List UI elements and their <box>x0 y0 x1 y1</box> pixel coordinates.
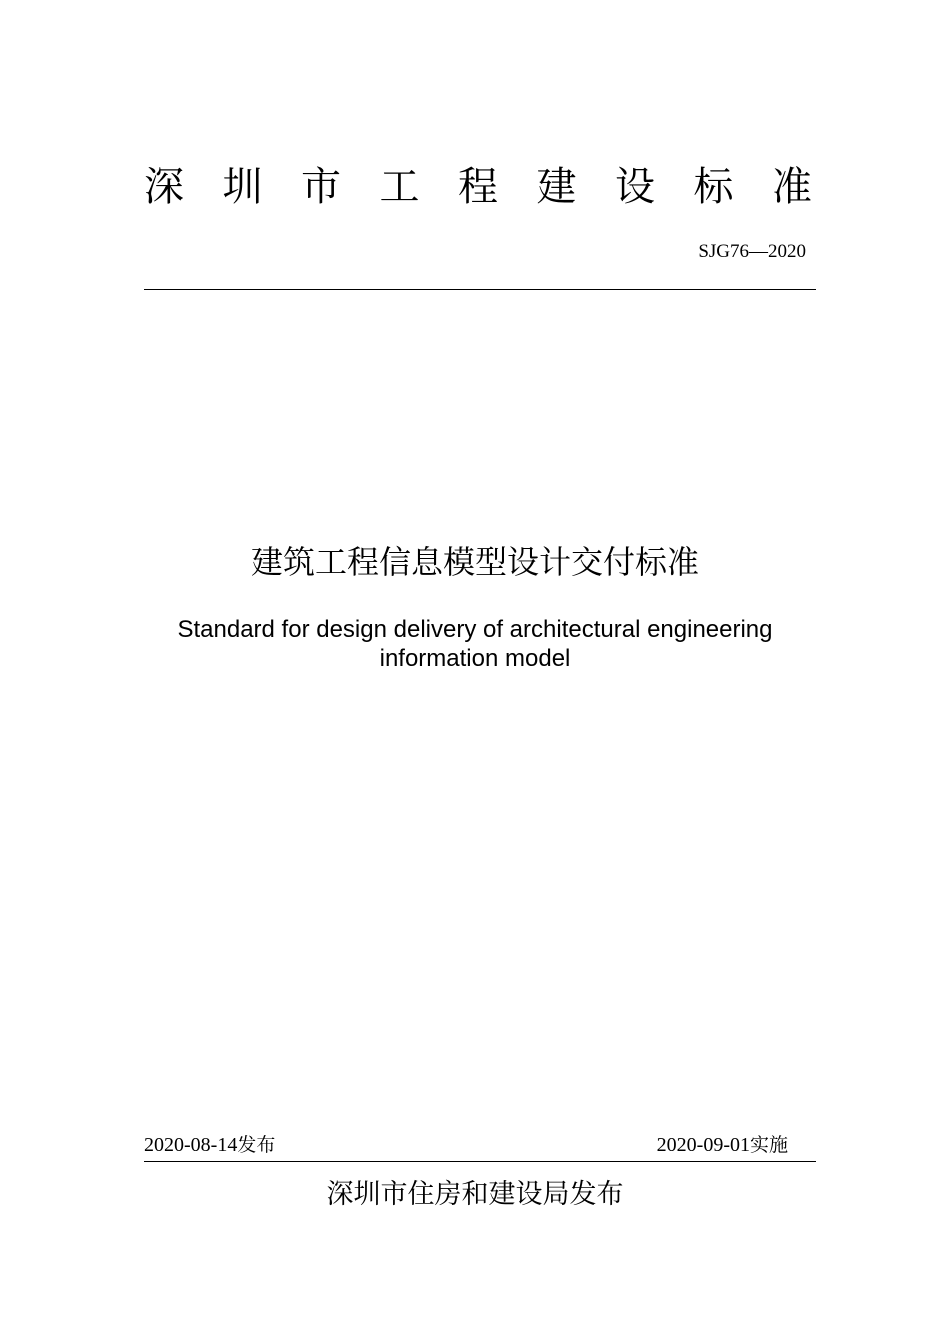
chinese-title: 建筑工程信息模型设计交付标准 <box>250 543 699 581</box>
issue-label: 发布 <box>237 1134 276 1156</box>
top-divider <box>144 289 816 290</box>
effective-date <box>657 1132 788 1158</box>
english-title-line-2: information model <box>379 645 571 672</box>
english-title <box>0 615 950 673</box>
english-title-line-1: Standard for design delivery of architectural engineering <box>177 616 773 643</box>
issue-date-value: 2020-08-14 <box>144 1134 238 1156</box>
effective-date-value: 2020-09-01 <box>656 1134 750 1156</box>
issue-date <box>144 1132 275 1158</box>
series-title-char: 准 <box>772 164 812 210</box>
series-title-char: 圳 <box>222 164 263 210</box>
series-title-char: 工 <box>379 164 420 210</box>
series-title-char: 程 <box>458 164 498 210</box>
standard-code: SJG76—2020 <box>698 241 806 262</box>
series-title <box>144 162 812 212</box>
bottom-divider <box>144 1161 816 1162</box>
series-title-char: 设 <box>615 164 655 210</box>
effective-label: 实施 <box>749 1134 788 1156</box>
series-title-char: 建 <box>536 164 577 210</box>
issuing-authority: 深圳市住房和建设局发布 <box>326 1179 624 1210</box>
series-title-char: 市 <box>301 164 341 210</box>
series-title-char: 标 <box>693 164 734 210</box>
series-title-char: 深 <box>144 164 184 210</box>
